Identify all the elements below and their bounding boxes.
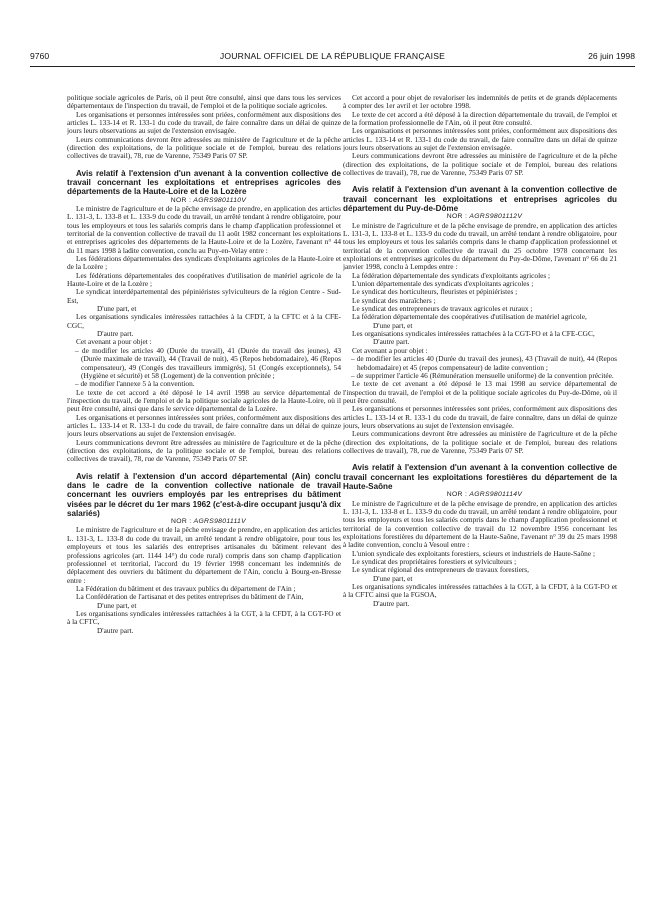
paragraph: Les organisations et personnes intéressées sont priées, conformément aux dispositions des articles L. 133-14 et R. 133-1 du code du travail, de faire connaître dans un délai de quinze jours leurs observations au sujet de l'extension envisagée. [67, 412, 341, 439]
paragraph: Les organisations syndicales intéressées rattachées à la CFDT, à la CFTC et à la CFE-CGC, [67, 312, 341, 330]
party-marker: D'autre part. [97, 329, 134, 339]
paragraph: Le ministre de l'agriculture et de la pêche envisage de prendre, en application des articles L. 131-3, L. 133-8 et L. 133-9 du code du travail, un arrêté tendant à rendre obligatoire, pour tous les employeurs et tous les salariés compris dans le champ d'application professionnel et territorial de la convention collective de travail du 12 novembre 1956 concernant les exploitations forestières du département de la Haute-Saône, l'avenant n° 39 du 25 mars 1998 à ladite convention, conclu à Vesoul entre : [343, 498, 617, 550]
paragraph: Les organisations syndicales intéressées rattachées à la CGT-FO et à la CFE-CGC, [352, 329, 595, 339]
party-marker: D'autre part. [97, 625, 134, 635]
paragraph: politique sociale agricoles de Paris, où il peut être consulté, ainsi que dans tous les services départementaux de l'inspection du travail, de l'emploi et de la politique sociale agricoles. [67, 94, 341, 111]
paragraph: Les fédérations départementales des syndicats d'exploitants agricoles de la Haute-Loire et de la Lozère ; [67, 254, 341, 272]
paragraph: Les organisations syndicales intéressées rattachées à la CGT, à la CFDT, à la CGT-FO et à la CFTC, [67, 608, 341, 627]
paragraph: L'union syndicale des exploitants forestiers, scieurs et industriels de Haute-Saône ; [352, 548, 595, 558]
paragraph: Les fédérations départementales des coopératives d'utilisation de matériel agricole de la Haute-Loire et de la Lozère ; [67, 270, 341, 289]
paragraph: Leurs communications devront être adressées au ministère de l'agriculture et de la pêche (direction des exploitations, de la politique sociale et de l'emploi, bureau des relations collectives de travail), 78, rue de Varenne, 75349 Paris 07 SP. [343, 151, 617, 178]
paragraph: Le syndicat des propriétaires forestiers et sylviculteurs ; [352, 556, 517, 566]
list-item: – de modifier les articles 40 (Durée du travail), 41 (Durée du travail des jeunes), 43 (Durée maximale de travail), 44 (Travail de nuit), 45 (Repos hebdomadaire), 46 (Repos compensateur), 49 (Congés des travailleurs immigrés), 51 (Congés exceptionnels), 54 (Hygiène et sécurité) et 58 (Logement) de la convention précitée ; [75, 345, 341, 380]
paragraph: Cet accord a pour objet de revaloriser les indemnités de petits et de grands déplacements à compter des 1er avril et 1er octobre 1998. [343, 94, 617, 111]
paragraph: Leurs communications devront être adressées au ministère de l'agriculture et de la pêche (direction des exploitations, de la politique sociale et de l'emploi, bureau des relations collectives de travail), 78, rue de Varenne, 75349 Paris 07 SP. [67, 437, 341, 464]
paragraph: La fédération départementale des coopératives d'utilisation de matériel agricole, [352, 312, 587, 322]
paragraph: Le texte de cet accord a été déposé à la direction départementale du travail, de l'emploi et de la formation professionnelle de l'Ain, où il peut être consulté. [343, 109, 617, 128]
header-rule [30, 66, 635, 67]
party-marker: D'une part, et [373, 320, 413, 330]
paragraph: Cet avenant a pour objet : [352, 345, 428, 355]
paragraph: Le texte de cet avenant a été déposé le 13 mai 1998 au service départemental de l'inspection du travail, de l'emploi et de la politique sociale agricoles du Puy-de-Dôme, où il peut être consulté. [343, 379, 617, 405]
right-column [343, 94, 617, 894]
page-header [30, 51, 635, 65]
nor-reference: NOR : AGRS9801110V [170, 196, 247, 204]
paragraph: Les organisations syndicales intéressées rattachées à la CGT, à la CFDT, à la CGT-FO et à la CFTC ainsi que la FGSOA, [343, 581, 617, 600]
paragraph: Le ministre de l'agriculture et de la pêche envisage de prendre, en application des articles L. 131-3, L. 133-8 et L. 133-9 du code du travail, un arrêté tendant à rendre obligatoire, pour tous les employeurs et tous les salariés compris dans le champ d'application professionnel et territorial de la convention collective de travail du 11 août 1982 concernant les exploitations et entreprises agricoles des départements de la Haute-Loire et de la Lozère, l'avenant n° 44 du 11 mars 1998 à ladite convention, conclu au Puy-en-Velay entre : [67, 203, 341, 255]
list-item: – de modifier les articles 40 (Durée du travail des jeunes), 43 (Travail de nuit), 44 (Repos hebdomadaire) et 45 (repos compensateur) de ladite convention ; [351, 354, 617, 372]
list-item: – de supprimer l'article 46 (Rémunération mensuelle uniforme) de la convention précitée. [351, 370, 614, 380]
paragraph: Les organisations et personnes intéressées sont priées, conformément aux dispositions des articles L. 133-14 et R. 133-1 du code du travail, de faire connaître dans un délai de quinze jours leurs observations au sujet de l'extension envisagée. [343, 126, 617, 153]
paragraph: Le ministre de l'agriculture et de la pêche envisage de prendre, en application des articles L. 131-3, L. 133-8 et L. 133-9 du code du travail, un arrêté tendant à rendre obligatoire, pour tous les employeurs et tous les salariés compris dans le champ d'application professionnel et territorial de la convention collective de travail du 25 octobre 1978 concernant les exploitations et entreprises agricoles du département du Puy-de-Dôme, l'avenant n° 66 du 21 janvier 1998, conclu à Lempdes entre : [343, 220, 617, 272]
paragraph: Le syndicat régional des entrepreneurs de travaux forestiers, [352, 565, 529, 575]
page-number: 9760 [30, 51, 50, 61]
party-marker: D'une part, et [373, 573, 413, 583]
notice-title: Avis relatif à l'extension d'un accord départemental (Ain) conclu dans le cadre de la convention collective nationale de travail concernant les ouvriers employés par les entreprises du bâtiment visées par le décret du 1er mars 1962 (c'est-à-dire occupant jusqu'à dix salariés) [67, 471, 341, 518]
paragraph: Leurs communications devront être adressées au ministère de l'agriculture et de la pêche (direction des exploitations, de la politique sociale et de l'emploi, bureau des relations collectives de travail), 78, rue de Varenne, 75349 Paris 07 SP. [343, 429, 617, 455]
notice-title: Avis relatif à l'extension d'un avenant à la convention collective de travail concernant les exploitations forestières du département de la Haute-Saône [343, 463, 617, 491]
left-column [67, 94, 341, 894]
paragraph: Le texte de cet accord a été déposé le 14 avril 1998 au service départemental de l'inspection du travail, de l'emploi et de la politique sociale agricoles de la Haute-Loire, où il peut être consulté, ainsi que dans le service départemental de la Lozère. [67, 387, 341, 414]
paragraph: Leurs communications devront être adressées au ministère de l'agriculture et de la pêche (direction des exploitations, de la politique sociale et de l'emploi, bureau des relations collectives de travail), 78, rue de Varenne, 75349 Paris 07 SP. [67, 134, 341, 161]
nor-reference: NOR : AGRS9801111V [171, 518, 246, 526]
party-marker: D'une part, et [97, 600, 137, 610]
paragraph: Les organisations et personnes intéressées sont priées, conformément aux dispositions des articles L. 133-14 et R. 133-1 du code du travail, de faire connaître dans un délai de quinze jours leurs observations au sujet de l'extension envisagée. [67, 109, 341, 136]
paragraph: La Confédération de l'artisanat et des petites entreprises du bâtiment de l'Ain, [76, 592, 304, 602]
nor-reference: NOR : AGRS9801112V [446, 213, 523, 221]
paragraph: L'union départementale des syndicats d'exploitants agricoles ; [352, 279, 534, 289]
paragraph: Le syndicat des horticulteurs, fleuristes et pépiniéristes ; [352, 287, 518, 297]
party-marker: D'autre part. [373, 337, 410, 347]
paragraph: Le syndicat des maraîchers ; [352, 295, 436, 305]
nor-reference: NOR : AGRS9801114V [446, 491, 523, 499]
paragraph: La fédération départementale des syndicats d'exploitants agricoles ; [352, 270, 551, 280]
notice-title: Avis relatif à l'extension d'un avenant à la convention collective de travail concernant les exploitations et entreprises agricoles du département du Puy-de-Dôme [343, 185, 617, 214]
paragraph: La Fédération du bâtiment et des travaux publics du département de l'Ain ; [76, 583, 296, 593]
paragraph: Les organisations et personnes intéressées sont priées, conformément aux dispositions des articles L. 133-14 et R. 133-1 du code du travail, de faire connaître, dans un délai de quinze jours, leurs observations au sujet de l'extension envisagée. [343, 404, 617, 430]
paragraph: Cet avenant a pour objet : [76, 337, 152, 347]
journal-title: JOURNAL OFFICIEL DE LA RÉPUBLIQUE FRANÇAISE [219, 51, 446, 61]
party-marker: D'une part, et [97, 304, 137, 314]
party-marker: D'autre part. [373, 598, 410, 608]
paragraph: Le syndicat interdépartemental des pépiniéristes sylviculteurs de la région Centre - Sud-Est, [67, 287, 341, 305]
issue-date: 26 juin 1998 [588, 51, 635, 61]
paragraph: Le syndicat des entrepreneurs de travaux agricoles et ruraux ; [352, 304, 533, 314]
list-item: – de modifier l'annexe 5 à la convention. [75, 379, 195, 389]
notice-title: Avis relatif à l'extension d'un avenant à la convention collective de travail concernant les exploitations et entreprises agricoles des départements de la Haute-Loire et de la Lozère [67, 168, 341, 197]
paragraph: Le ministre de l'agriculture et de la pêche envisage de prendre, en application des articles L. 131-3, L. 133-8 du code du travail, un arrêté tendant à rendre obligatoire, pour tous les employeurs et tous les salariés des entreprises artisanales du bâtiment relevant des professions agricoles (art. 1144 14°) du code rural) compris dans son champ d'application professionnel et territorial, l'accord du 19 février 1998 concernant les indemnités de déplacement des ouvriers du bâtiment du département de l'Ain, conclu à Bourg-en-Bresse entre : [67, 525, 341, 585]
